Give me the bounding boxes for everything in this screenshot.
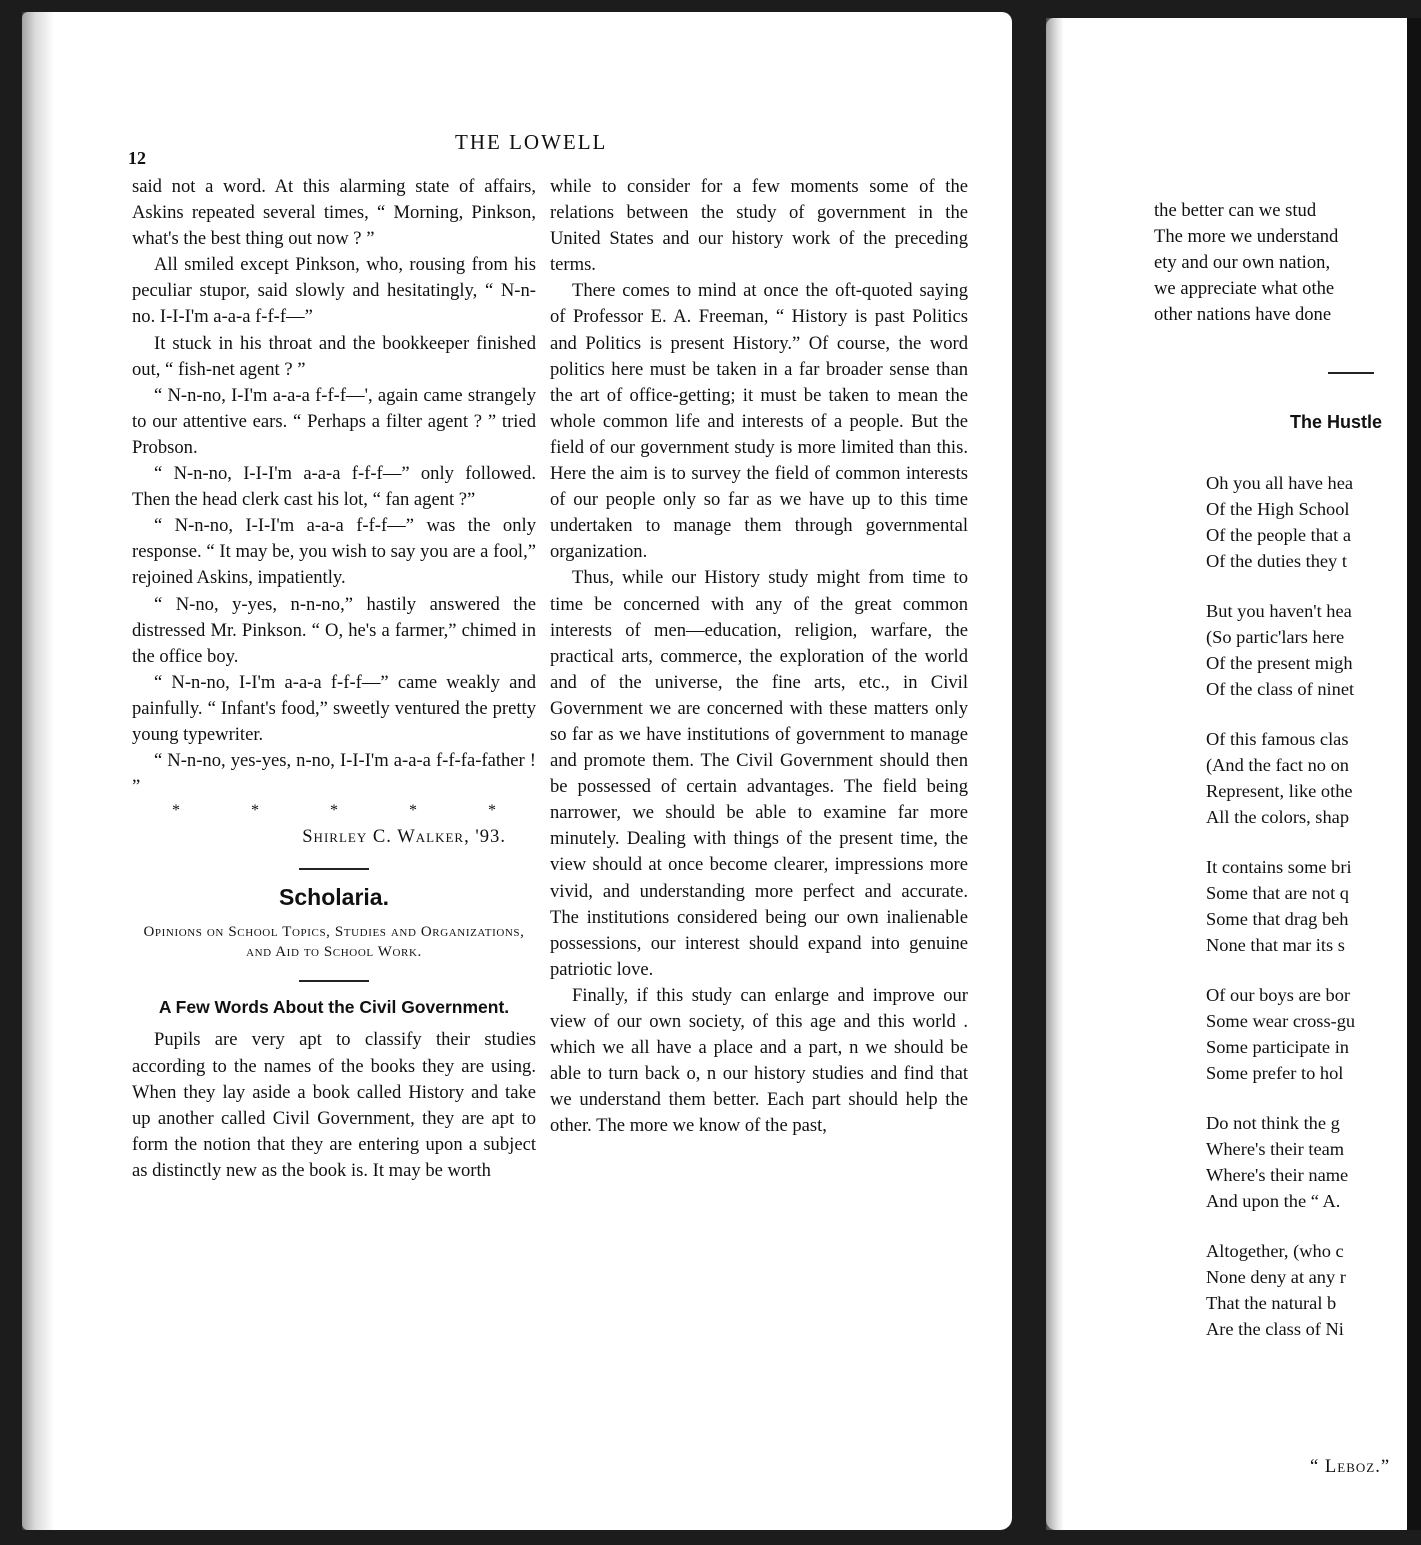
page-edge-shadow <box>1046 18 1064 1530</box>
section-divider <box>1328 372 1374 374</box>
star-ornament: * <box>251 802 259 820</box>
poem-line: Some wear cross-gu <box>1206 1011 1356 1031</box>
stanza-gap <box>1206 1214 1355 1238</box>
poem-line: None deny at any r <box>1206 1267 1346 1287</box>
poem-line: Some that are not q <box>1206 883 1350 903</box>
right-prose <box>1154 198 1338 328</box>
story-paragraph: “ N-n-no, I-I-I'm a-a-a f-f-f—” was the only response. “ It may be, you wish to say you are a fool,” rejoined Askins, impatiently. <box>132 515 536 589</box>
poem-line: Some participate in <box>1206 1037 1349 1057</box>
text-line: The more we understand <box>1154 226 1339 247</box>
poem-line: (So partic'lars here <box>1206 627 1345 647</box>
poem-line: Where's their name <box>1206 1165 1349 1185</box>
text-fragment: g <box>1410 318 1419 338</box>
poem-line: Some that drag beh <box>1206 909 1349 929</box>
running-head: THE LOWELL <box>455 130 608 154</box>
poem-line: Of the High School <box>1206 499 1350 519</box>
stanza-gap <box>1206 830 1355 854</box>
star-ornament: * <box>488 802 496 820</box>
text-line: ety and our own nation, <box>1154 252 1331 273</box>
stanza-gap <box>1206 958 1355 982</box>
column-one <box>132 174 536 1184</box>
poem-title: The Hustle <box>1290 412 1383 432</box>
section-divider <box>299 980 369 982</box>
article-paragraph: There comes to mind at once the oft-quoted saying of Professor E. A. Freeman, “ History is past Politics and Politics is present History.” Of course, the word politics here must be taken in a far broader sense than the art of office-getting; it must be taken to mean the whole common life and interests of a people. But the field of our government study is more limited than this. Here the aim is to survey the field of common interests of our people only so far as we have up to this time undertaken to manage them through governmental organization. <box>550 280 968 563</box>
column-two <box>550 174 968 1139</box>
poem-line: Some prefer to hol <box>1206 1063 1344 1083</box>
poem-line: Of the people that a <box>1206 525 1352 545</box>
text-line: other nations have done <box>1154 304 1332 325</box>
poem-line: Of the class of ninet <box>1206 679 1355 699</box>
poem-line: Represent, like othe <box>1206 781 1353 801</box>
poem-line: (And the fact no on <box>1206 755 1349 775</box>
story-paragraph: “ N-n-no, I-I'm a-a-a f-f-f—” came weakly and painfully. “ Infant's food,” sweetly ventured the pretty young typewriter. <box>132 671 536 745</box>
article-paragraph: Pupils are very apt to classify their studies according to the names of the books they are using. When they lay aside a book called History and take up another called Civil Government, they are apt to form the notion that they are entering upon a subject as distinctly new as the book is. It may be worth <box>132 1029 536 1181</box>
star-ornament: * <box>172 802 180 820</box>
poem-line: Of the duties they t <box>1206 551 1347 571</box>
article-paragraph: while to consider for a few moments some of the relations between the study of government in the United States and our history work of the preceding terms. <box>550 176 968 276</box>
poem-line: Of our boys are bor <box>1206 985 1351 1005</box>
crop-edge <box>1407 18 1421 1530</box>
story-paragraph: said not a word. At this alarming state of affairs, Askins repeated several times, “ Morning, Pinkson, what's the best thing out now ? ” <box>132 176 536 250</box>
story-paragraph: “ N-n-no, I-I-I'm a-a-a f-f-f—” only followed. Then the head clerk cast his lot, “ fan agent ?” <box>132 463 536 511</box>
poem-line: And upon the “ A. <box>1206 1191 1341 1211</box>
section-title: Scholaria. <box>279 884 389 911</box>
section-divider <box>299 868 369 870</box>
section-stars <box>132 800 536 820</box>
article-paragraph: Finally, if this study can enlarge and improve our view of our own society, of this age and this world . which we all have a place and a part, n we should be able to turn back o, n our history studies and find that we understand them better. Each part should help the other. The more we know of the past, <box>550 984 968 1137</box>
poem-line: That the natural b <box>1206 1293 1337 1313</box>
poem-line: Of this famous clas <box>1206 729 1349 749</box>
story-paragraph: All smiled except Pinkson, who, rousing from his peculiar stupor, said slowly and hesitatingly, “ N-n-no. I-I-I'm a-a-a f-f-f—” <box>132 254 536 328</box>
stanza-gap <box>1206 574 1355 598</box>
poem-line: Of the present migh <box>1206 653 1353 673</box>
poem-line: Oh you all have hea <box>1206 473 1354 493</box>
poem-line: None that mar its s <box>1206 935 1345 955</box>
article-paragraph: Thus, while our History study might from time to time be concerned with any of the great common interests of men—education, religion, warfare, the practical arts, commerce, the exploration of the world and of the universe, the fine arts, etc., in Civil Government we are concerned with these matters only so far as we have institutions of government to manage and promote them. The Civil Government should then be possessed of certain advantages. The field being narrower, we should be able to examine far more minutely. Dealing with things of the present time, the view should at once become clearer, impressions more vivid, and understanding more perfect and accurate. The institutions considered being our own inalienable possessions, our interest should expand into genuine patriotic love. <box>550 567 968 980</box>
poem-line: But you haven't hea <box>1206 601 1352 621</box>
poem-line: It contains some bri <box>1206 857 1352 877</box>
text-line: the better can we stud <box>1154 200 1317 221</box>
story-paragraph: “ N-n-no, yes-yes, n-no, I-I-I'm a-a-a f-f-fa-father ! ” <box>132 750 536 798</box>
section-subtitle: Opinions on School Topics, Studies and Organizations, and Aid to School Work. <box>143 924 525 961</box>
poem-line: Altogether, (who c <box>1206 1241 1344 1261</box>
story-signature: Shirley C. Walker, '93. <box>302 826 506 848</box>
poem-line: Do not think the g <box>1206 1113 1340 1133</box>
stanza-gap <box>1206 702 1355 726</box>
right-page <box>1046 18 1421 1530</box>
star-ornament: * <box>409 802 417 820</box>
poem-line: Where's their team <box>1206 1139 1345 1159</box>
article-title: A Few Words About the Civil Government. <box>158 997 510 1018</box>
stanza-gap <box>1206 1086 1355 1110</box>
poem-signature: “ Leboz.” <box>1310 1456 1391 1477</box>
story-paragraph: “ N-no, y-yes, n-n-no,” hastily answered the distressed Mr. Pinkson. “ O, he's a farmer,” chimed in the office boy. <box>132 593 536 667</box>
poem <box>1206 470 1355 1342</box>
page-edge-shadow <box>22 12 54 1530</box>
text-line: we appreciate what othe <box>1154 278 1335 299</box>
poem-line: All the colors, shap <box>1206 807 1350 827</box>
page-number: 12 <box>128 148 146 168</box>
star-ornament: * <box>330 802 338 820</box>
poem-line: Are the class of Ni <box>1206 1319 1344 1339</box>
story-paragraph: It stuck in his throat and the bookkeeper finished out, “ fish-net agent ? ” <box>132 332 536 380</box>
story-paragraph: “ N-n-no, I-I'm a-a-a f-f-f—', again came strangely to our attentive ears. “ Perhaps a filter agent ? ” tried Probson. <box>132 384 536 458</box>
